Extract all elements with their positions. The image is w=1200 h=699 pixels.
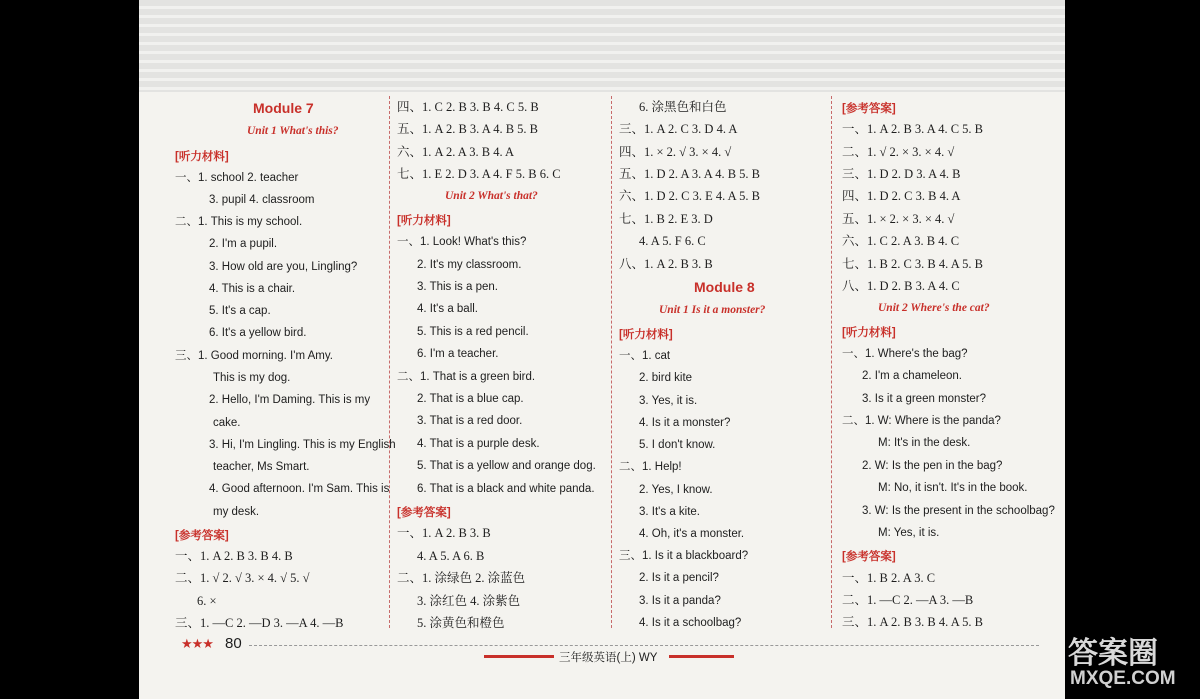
listening-heading: [听力材料]: [397, 215, 451, 227]
text-line: M: No, it isn't. It's in the book.: [878, 482, 1028, 494]
text-line: M: It's in the desk.: [878, 437, 971, 449]
answer-line: 六、1. A 2. A 3. B 4. A: [397, 145, 515, 159]
unit-title: Unit 1 Is it a monster?: [659, 304, 766, 316]
text-line: 二、1. W: Where is the panda?: [842, 415, 1001, 427]
text-line: M: Yes, it is.: [878, 527, 940, 539]
answer-line: 五、1. A 2. B 3. A 4. B 5. B: [397, 122, 538, 136]
text-line: my desk.: [213, 506, 260, 518]
column-1: [161, 100, 396, 630]
text-line: 4. It's a ball.: [417, 303, 479, 315]
text-line: 一、1. school 2. teacher: [175, 172, 299, 184]
answer-line: 八、1. A 2. B 3. B: [619, 257, 713, 271]
text-line: 2. I'm a chameleon.: [862, 370, 962, 382]
column-2: [397, 100, 607, 630]
text-line: 5. This is a red pencil.: [417, 326, 529, 338]
watermark-text: 答案圈: [1068, 637, 1158, 670]
column-divider: [611, 96, 612, 628]
footer-accent-bar-right: [669, 655, 734, 658]
column-divider: [831, 96, 832, 628]
text-line: 2. Is it a pencil?: [639, 572, 719, 584]
answer-line: 5. 涂黄色和橙色: [417, 616, 505, 630]
text-line: 5. That is a yellow and orange dog.: [417, 460, 596, 472]
answer-line: 七、1. E 2. D 3. A 4. F 5. B 6. C: [397, 167, 561, 181]
listening-heading: [听力材料]: [842, 327, 896, 339]
answer-line: 一、1. B 2. A 3. C: [842, 571, 936, 585]
answer-line: 四、1. × 2. √ 3. × 4. √: [619, 145, 732, 159]
answer-line: 四、1. D 2. C 3. B 4. A: [842, 189, 961, 203]
text-line: cake.: [213, 417, 241, 429]
answer-line: 一、1. A 2. B 3. B 4. B: [175, 549, 293, 563]
text-line: 6. That is a black and white panda.: [417, 483, 595, 495]
unit-title: Unit 2 Where's the cat?: [878, 302, 990, 314]
answer-line: 一、1. A 2. B 3. A 4. C 5. B: [842, 122, 983, 136]
answer-line: 三、1. A 2. C 3. D 4. A: [619, 122, 738, 136]
text-line: 二、1. Help!: [619, 461, 682, 473]
text-line: 3. pupil 4. classroom: [209, 194, 315, 206]
listening-heading: [听力材料]: [175, 151, 229, 163]
top-margin-strip: [139, 0, 1065, 92]
text-line: 3. That is a red door.: [417, 415, 523, 427]
answer-line: 4. A 5. A 6. B: [417, 549, 485, 563]
column-4: [842, 100, 1057, 630]
text-line: 5. I don't know.: [639, 439, 716, 451]
text-line: 2. Hello, I'm Daming. This is my: [209, 394, 371, 406]
text-line: 2. Yes, I know.: [639, 484, 713, 496]
text-line: 二、1. This is my school.: [175, 216, 303, 228]
text-line: 3. W: Is the present in the schoolbag?: [862, 505, 1055, 517]
book-title: 三年级英语(上) WY: [559, 652, 658, 664]
answer-line: 五、1. D 2. A 3. A 4. B 5. B: [619, 167, 760, 181]
text-line: 4. Is it a schoolbag?: [639, 617, 742, 629]
answer-line: 六、1. C 2. A 3. B 4. C: [842, 234, 960, 248]
text-line: 2. bird kite: [639, 372, 693, 384]
text-line: teacher, Ms Smart.: [213, 461, 310, 473]
listening-heading: [听力材料]: [619, 329, 673, 341]
answer-heading: [参考答案]: [842, 551, 896, 563]
text-line: 3. Hi, I'm Lingling. This is my English: [209, 439, 396, 451]
watermark-url: MXQE.COM: [1070, 668, 1176, 689]
answer-line: 二、1. √ 2. × 3. × 4. √: [842, 145, 955, 159]
answer-line: 三、1. —C 2. —D 3. —A 4. —B: [175, 616, 344, 630]
text-line: 一、1. Look! What's this?: [397, 236, 527, 248]
answer-line: 二、1. 涂绿色 2. 涂蓝色: [397, 571, 526, 585]
answer-line: 七、1. B 2. C 3. B 4. A 5. B: [842, 257, 983, 271]
page-number: 80: [225, 635, 242, 652]
answer-line: 6. 涂黑色和白色: [639, 100, 727, 114]
answer-heading: [参考答案]: [397, 507, 451, 519]
text-line: 3. This is a pen.: [417, 281, 498, 293]
module-title: Module 7: [253, 100, 314, 116]
answer-line: 八、1. D 2. B 3. A 4. C: [842, 279, 960, 293]
text-line: 三、1. Good morning. I'm Amy.: [175, 350, 333, 362]
text-line: 4. Good afternoon. I'm Sam. This is: [209, 483, 390, 495]
text-line: 6. I'm a teacher.: [417, 348, 499, 360]
text-line: 5. It's a cap.: [209, 305, 271, 317]
unit-title: Unit 1 What's this?: [247, 125, 339, 137]
answer-line: 二、1. √ 2. √ 3. × 4. √ 5. √: [175, 571, 310, 585]
text-line: 4. Is it a monster?: [639, 417, 731, 429]
text-line: 3. Yes, it is.: [639, 395, 698, 407]
answer-line: 三、1. A 2. B 3. B 4. A 5. B: [842, 615, 983, 629]
answer-line: 4. A 5. F 6. C: [639, 234, 706, 248]
difficulty-stars: ★★★: [181, 636, 213, 651]
column-3: [619, 100, 824, 630]
answer-line: 二、1. —C 2. —A 3. —B: [842, 593, 974, 607]
text-line: 6. It's a yellow bird.: [209, 327, 307, 339]
text-line: 3. Is it a panda?: [639, 595, 721, 607]
unit-title: Unit 2 What's that?: [445, 190, 538, 202]
answer-line: 四、1. C 2. B 3. B 4. C 5. B: [397, 100, 539, 114]
module-title: Module 8: [694, 279, 755, 295]
text-line: 3. How old are you, Lingling?: [209, 261, 358, 273]
text-line: 4. Oh, it's a monster.: [639, 528, 745, 540]
text-line: 一、1. cat: [619, 350, 671, 362]
text-line: 2. I'm a pupil.: [209, 238, 278, 250]
answer-heading: [参考答案]: [175, 530, 229, 542]
text-line: 4. This is a chair.: [209, 283, 296, 295]
text-line: 一、1. Where's the bag?: [842, 348, 968, 360]
answer-page: [139, 0, 1065, 699]
footer-divider: [249, 645, 1039, 646]
answer-line: 3. 涂红色 4. 涂紫色: [417, 594, 521, 608]
text-line: This is my dog.: [213, 372, 291, 384]
text-line: 2. W: Is the pen in the bag?: [862, 460, 1003, 472]
text-line: 二、1. That is a green bird.: [397, 371, 536, 383]
text-line: 3. Is it a green monster?: [862, 393, 987, 405]
answer-heading: [参考答案]: [842, 103, 896, 115]
column-divider: [389, 96, 390, 628]
text-line: 4. That is a purple desk.: [417, 438, 540, 450]
answer-line: 三、1. D 2. D 3. A 4. B: [842, 167, 961, 181]
footer-accent-bar-left: [484, 655, 554, 658]
watermark-logo: [1068, 628, 1193, 696]
text-line: 3. It's a kite.: [639, 506, 700, 518]
text-line: 三、1. Is it a blackboard?: [619, 550, 749, 562]
answer-line: 六、1. D 2. C 3. E 4. A 5. B: [619, 189, 760, 203]
answer-line: 七、1. B 2. E 3. D: [619, 212, 713, 226]
answer-line: 一、1. A 2. B 3. B: [397, 526, 491, 540]
text-line: 2. It's my classroom.: [417, 259, 522, 271]
answer-line: 五、1. × 2. × 3. × 4. √: [842, 212, 955, 226]
text-line: 2. That is a blue cap.: [417, 393, 524, 405]
answer-line: 6. ×: [197, 594, 217, 608]
